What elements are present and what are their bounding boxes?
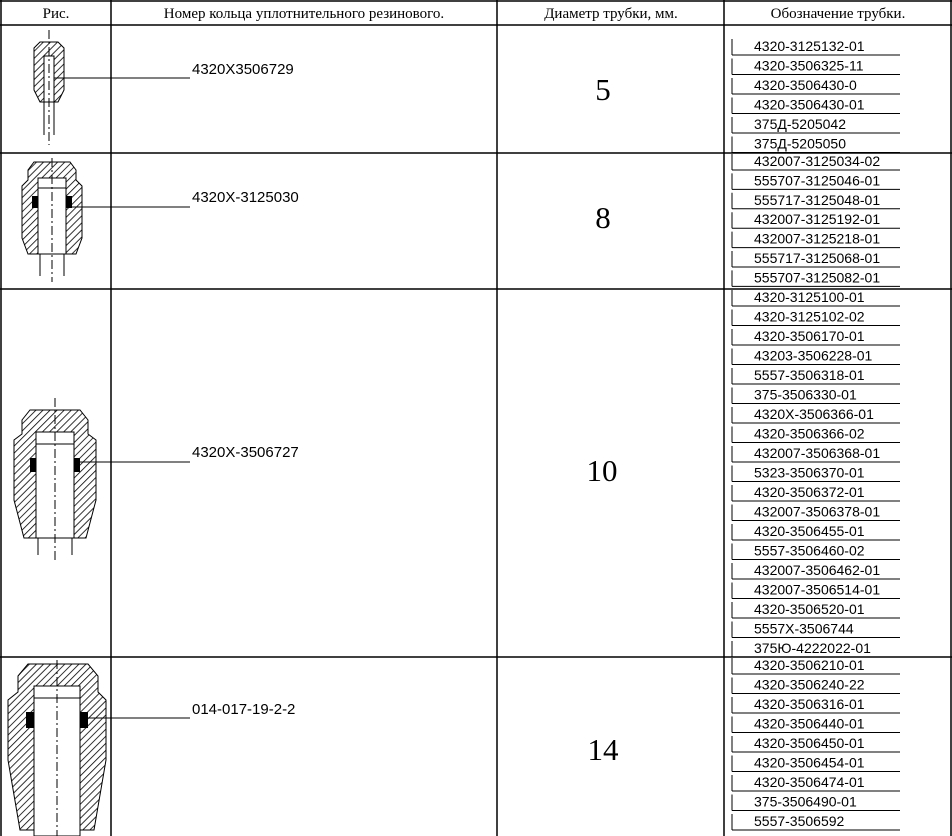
tube-code: 375-3506330-01 [754,386,857,403]
tube-code: 4320-3506430-01 [754,96,865,113]
fitting-drawing-10mm [14,398,190,560]
tube-code: 555717-3125068-01 [754,250,881,266]
tube-code: 4320-3506520-01 [754,601,865,617]
tube-code: 5557Х-3506744 [754,620,854,637]
tube-code: 4320-3506366-02 [754,425,865,442]
tube-code: 5557-3506592 [754,813,845,829]
tube-code: 4320-3506325-11 [754,57,864,74]
tube-code: 432007-3125218-01 [754,230,881,247]
tube-code: 375Д-5205042 [754,116,847,132]
table-header [43,6,906,22]
tube-code: 432007-3506462-01 [754,562,881,578]
tube-code: 375Д-5205050 [754,135,847,152]
fitting-drawing-14mm [8,660,190,836]
tube-code: 4320-3506240-22 [754,676,865,693]
fitting-drawing-5mm [34,30,190,145]
seal-number-row-4: 014-017-19-2-2 [192,701,296,718]
tube-code: 4320-3125132-01 [754,38,865,54]
tube-code: 555717-3125048-01 [754,191,881,208]
tube-diameter-row-1: 5 [595,72,611,107]
seal-number-row-3: 4320Х-3506727 [192,444,299,461]
tube-code: 4320-3506316-01 [754,696,865,712]
tube-code: 432007-3506514-01 [754,581,881,598]
tube-code: 555707-3125082-01 [754,269,881,286]
tube-code: 5323-3506370-01 [754,464,865,481]
tube-code: 4320-3506210-01 [754,657,865,673]
tube-code: 432007-3125034-02 [754,153,881,169]
tube-code: 375Ю-4222022-01 [754,640,871,656]
tube-code: 4320-3506170-01 [754,328,865,344]
tube-code: 43203-3506228-01 [754,347,873,364]
tube-code: 5557-3506460-02 [754,542,865,559]
tube-code: 375-3506490-01 [754,793,857,810]
header-seal-number: Номер кольца уплотнительного резинового. [163,6,445,22]
tube-code: 4320-3125100-01 [754,289,865,305]
tube-code: 432007-3125192-01 [754,211,881,228]
tube-designation-lists [732,38,900,830]
header-tube-diameter: Диаметр трубки, мм. [544,6,678,22]
tube-code: 4320-3506440-01 [754,715,865,732]
seal-number-row-1: 4320Х3506729 [192,61,294,78]
tube-code: 4320-3506474-01 [754,774,865,790]
seal-number-row-2: 4320Х-3125030 [192,189,299,206]
tube-code: 4320-3506450-01 [754,735,865,751]
tube-code: 4320-3506455-01 [754,523,865,539]
tube-diameter-row-3: 10 [586,453,618,488]
tube-code: 4320-3506430-0 [754,77,857,93]
tube-code: 432007-3506378-01 [754,503,881,520]
tube-code: 4320-3125102-02 [754,308,865,325]
tube-code: 432007-3506368-01 [754,445,881,461]
tube-diameter-row-4: 14 [587,732,619,767]
fitting-drawing-8mm [22,158,190,282]
tube-code: 4320-3506454-01 [754,754,865,771]
tube-code: 4320-3506372-01 [754,484,865,500]
tube-code: 4320Х-3506366-01 [754,406,874,422]
header-fig: Рис. [42,6,70,22]
tube-code: 5557-3506318-01 [754,367,865,383]
header-tube-designation: Обозначение трубки. [770,6,906,22]
tube-diameter-row-2: 8 [595,200,611,235]
tube-code: 555707-3125046-01 [754,172,881,189]
